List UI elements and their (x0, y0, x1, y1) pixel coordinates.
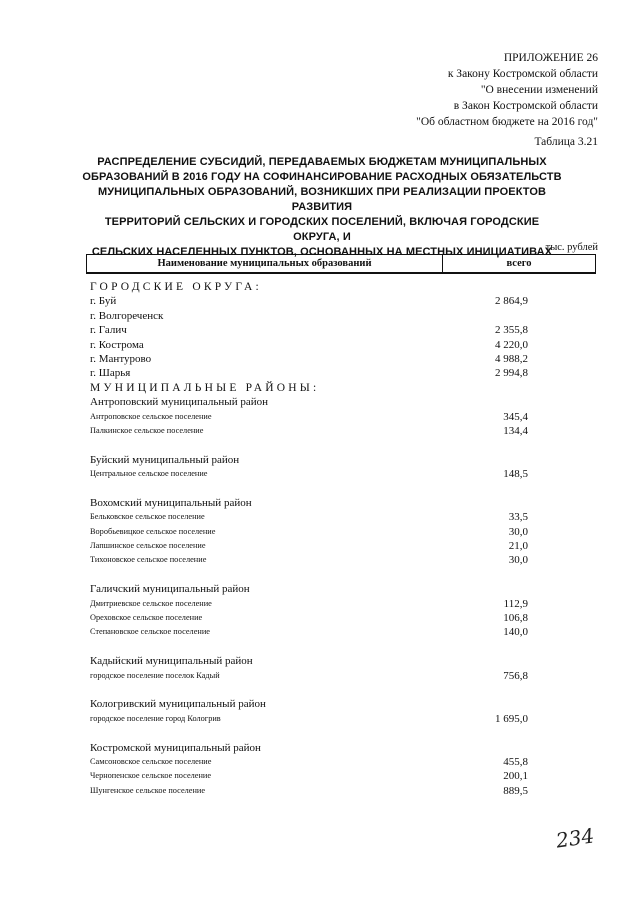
table-row (90, 669, 590, 683)
row-value: 148,5 (503, 468, 528, 481)
row-value: 112,9 (503, 597, 528, 610)
table-body (90, 280, 590, 798)
district-heading (90, 654, 590, 668)
header-total-column: всего (506, 258, 532, 269)
appendix-line-5: "Об областном бюджете на 2016 год" (416, 116, 598, 128)
row-value: 21,0 (508, 540, 528, 553)
row-name: г. Мантурово (90, 352, 152, 365)
table-row (90, 784, 590, 798)
district-name: Антроповский муниципальный район (90, 396, 268, 409)
appendix-line-2: к Закону Костромской области (447, 68, 598, 80)
table-row (90, 309, 590, 323)
table-row (90, 625, 590, 639)
row-value: 140,0 (503, 626, 528, 639)
row-value: 455,8 (503, 755, 528, 768)
district-name: Костромской муниципальный район (90, 741, 261, 754)
appendix-line-3: "О внесении изменений (480, 84, 598, 96)
units-label: тыс. рублей (545, 242, 598, 253)
appendix-block (416, 50, 598, 130)
table-row (90, 611, 590, 625)
row-name: г. Шарья (90, 367, 131, 380)
row-value: 4 220,0 (495, 338, 528, 351)
title-line-5: СЕЛЬСКИХ НАСЕЛЕННЫХ ПУНКТОВ, ОСНОВАННЫХ НА МЕСТНЫХ ИНИЦИАТИВАХ (91, 246, 553, 258)
row-name: городское поселение город Кологрив (90, 713, 221, 723)
row-name: Бельковское сельское поселение (90, 512, 205, 522)
table-row (90, 553, 590, 567)
table-row (90, 323, 590, 337)
row-value: 4 988,2 (495, 352, 528, 365)
row-value: 134,4 (503, 424, 528, 437)
row-name: Степановское сельское поселение (90, 627, 210, 637)
table-row (90, 424, 590, 438)
district-heading (90, 697, 590, 711)
title-line-4: ТЕРРИТОРИЙ СЕЛЬСКИХ И ГОРОДСКИХ ПОСЕЛЕНИЙ, ВКЛЮЧАЯ ГОРОДСКИЕ ОКРУГА, И (104, 216, 540, 243)
district-heading (90, 395, 590, 409)
table-row (90, 769, 590, 783)
row-value: 200,1 (503, 770, 528, 783)
row-name: Ореховское сельское поселение (90, 612, 203, 622)
table-number: Таблица 3.21 (534, 136, 598, 148)
table-row (90, 294, 590, 308)
row-name: Дмитриевское сельское поселение (90, 598, 212, 608)
district-heading (90, 741, 590, 755)
row-value: 33,5 (508, 511, 528, 524)
table-row (90, 338, 590, 352)
row-name: Палкинское сельское поселение (90, 425, 204, 435)
handwritten-page-number: 234 (554, 823, 596, 853)
section-heading (90, 280, 590, 294)
row-value: 106,8 (503, 611, 528, 624)
row-name: г. Кострома (90, 338, 144, 351)
district-name: Кадыйский муниципальный район (90, 655, 253, 668)
table-row (90, 755, 590, 769)
table-row (90, 712, 590, 726)
row-name: г. Галич (90, 324, 127, 337)
row-name: городское поселение поселок Кадый (90, 670, 220, 680)
row-name: Шунгенское сельское поселение (90, 785, 206, 795)
table-row (90, 597, 590, 611)
district-name: Вохомский муниципальный район (90, 496, 252, 509)
table-header (86, 254, 596, 274)
row-value: 2 864,9 (495, 295, 528, 308)
title-line-3: МУНИЦИПАЛЬНЫХ ОБРАЗОВАНИЙ, ВОЗНИКШИХ ПРИ РЕАЛИЗАЦИИ ПРОЕКТОВ РАЗВИТИЯ (97, 186, 547, 213)
district-heading (90, 453, 590, 467)
title-line-2: ОБРАЗОВАНИЙ В 2016 ГОДУ НА СОФИНАНСИРОВАНИЕ РАСХОДНЫХ ОБЯЗАТЕЛЬСТВ (82, 171, 562, 183)
row-name: Воробьевицкое сельское поселение (90, 526, 216, 536)
table-row (90, 352, 590, 366)
title-line-1: РАСПРЕДЕЛЕНИЕ СУБСИДИЙ, ПЕРЕДАВАЕМЫХ БЮДЖЕТАМ МУНИЦИПАЛЬНЫХ (97, 156, 547, 168)
row-name: Тихоновское сельское поселение (90, 555, 207, 565)
section-label: МУНИЦИПАЛЬНЫЕ РАЙОНЫ: (90, 381, 320, 394)
appendix-line-1: ПРИЛОЖЕНИЕ 26 (503, 52, 598, 64)
row-value: 2 355,8 (495, 324, 528, 337)
section-label: ГОРОДСКИЕ ОКРУГА: (90, 281, 262, 293)
district-name: Буйский муниципальный район (90, 453, 240, 466)
table-row (90, 525, 590, 539)
table-row (90, 467, 590, 481)
row-value: 1 695,0 (495, 712, 528, 725)
table-row (90, 510, 590, 524)
row-value: 889,5 (503, 784, 528, 797)
table-row (90, 539, 590, 553)
appendix-line-4: в Закон Костромской области (453, 100, 598, 112)
row-name: Антроповское сельское поселение (90, 411, 212, 421)
district-heading (90, 582, 590, 596)
row-value: 756,8 (503, 669, 528, 682)
table-row (90, 410, 590, 424)
district-heading (90, 496, 590, 510)
row-value: 30,0 (508, 554, 528, 567)
row-name: г. Буй (90, 295, 117, 308)
header-name-column: Наименование муниципальных образований (87, 255, 443, 272)
row-name: г. Волгореченск (90, 309, 164, 322)
section-heading (90, 381, 590, 395)
row-value: 30,0 (508, 525, 528, 538)
district-name: Кологривский муниципальный район (90, 698, 266, 711)
row-value: 2 994,8 (495, 367, 528, 380)
row-value: 345,4 (503, 410, 528, 423)
row-name: Лапшинское сельское поселение (90, 541, 206, 551)
row-name: Центральное сельское поселение (90, 469, 208, 479)
row-name: Самсоновское сельское поселение (90, 756, 212, 766)
district-name: Галичский муниципальный район (90, 583, 250, 596)
document-title (82, 155, 562, 260)
row-name: Чернопенское сельское поселение (90, 771, 212, 781)
table-row (90, 366, 590, 380)
